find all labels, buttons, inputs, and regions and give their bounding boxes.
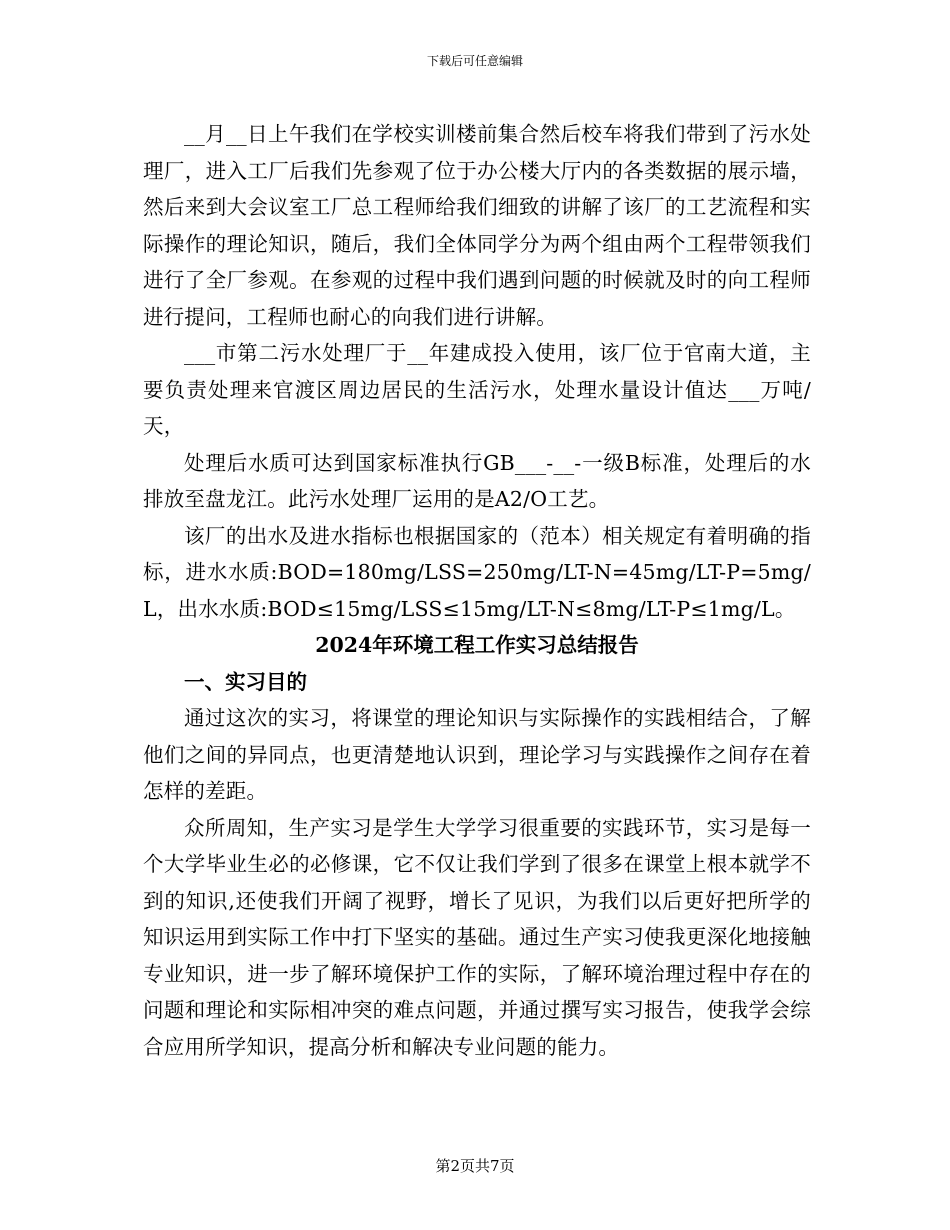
page-header-note: 下载后可任意编辑 (426, 54, 523, 68)
document-body (143, 116, 811, 1065)
report-title: 2024年环境工程工作实习总结报告 (315, 633, 639, 657)
paragraph-visit-intro: __月__日上午我们在学校实训楼前集合然后校车将我们带到了污水处理厂，进入工厂后我们先参观了位于办公楼大厅内的各类数据的展示墙，然后来到大会议室工厂总工程师给我们细致的讲解了该厂的工艺流程和实际操作的理论知识，随后，我们全体同学分为两个组由两个工程带领我们进行了全厂参观。在参观的过程中我们遇到问题的时候就及时的向工程师进行提问，工程师也耐心的向我们进行讲解。 (143, 122, 811, 329)
paragraph-water-quality: 处理后水质可达到国家标准执行GB___-__-一级B标准，处理后的水排放至盘龙江。此污水处理厂运用的是A2/O工艺。 (143, 450, 811, 511)
paragraph-purpose: 通过这次的实习，将课堂的理论知识与实际操作的实践相结合，了解他们之间的异同点，也更清楚地认识到，理论学习与实践操作之间存在着怎样的差距。 (143, 706, 811, 803)
paragraph-indicators: 该厂的出水及进水指标也根据国家的（范本）相关规定有着明确的指标，进水水质:BOD=180mg/LSS=250mg/LT-N=45mg/LT-P=5mg/L，出水水质:BOD≤15mg/LSS≤15mg/LT-N≤8mg/LT-P≤1mg/L。 (143, 523, 811, 621)
section-heading-purpose: 一、实习目的 (184, 669, 307, 694)
paragraph-plant-info: ___市第二污水处理厂于__年建成投入使用，该厂位于官南大道，主要负责处理来官渡区周边居民的生活污水，处理水量设计值达___万吨/天， (143, 341, 811, 438)
page-number: 第2页共7页 (435, 1157, 515, 1175)
paragraph-importance: 众所周知，生产实习是学生大学学习很重要的实践环节，实习是每一个大学毕业生必的必修课，它不仅让我们学到了很多在课堂上根本就学不到的知识,还使我们开阔了视野，增长了见识，为我们以后更好把所学的知识运用到实际工作中打下坚实的基础。通过生产实习使我更深化地接触专业知识，进一步了解环境保护工作的实际，了解环境治理过程中存在的问题和理论和实际相冲突的难点问题，并通过撰写实习报告，使我学会综合应用所学知识，提高分析和解决专业问题的能力。 (143, 815, 811, 1059)
